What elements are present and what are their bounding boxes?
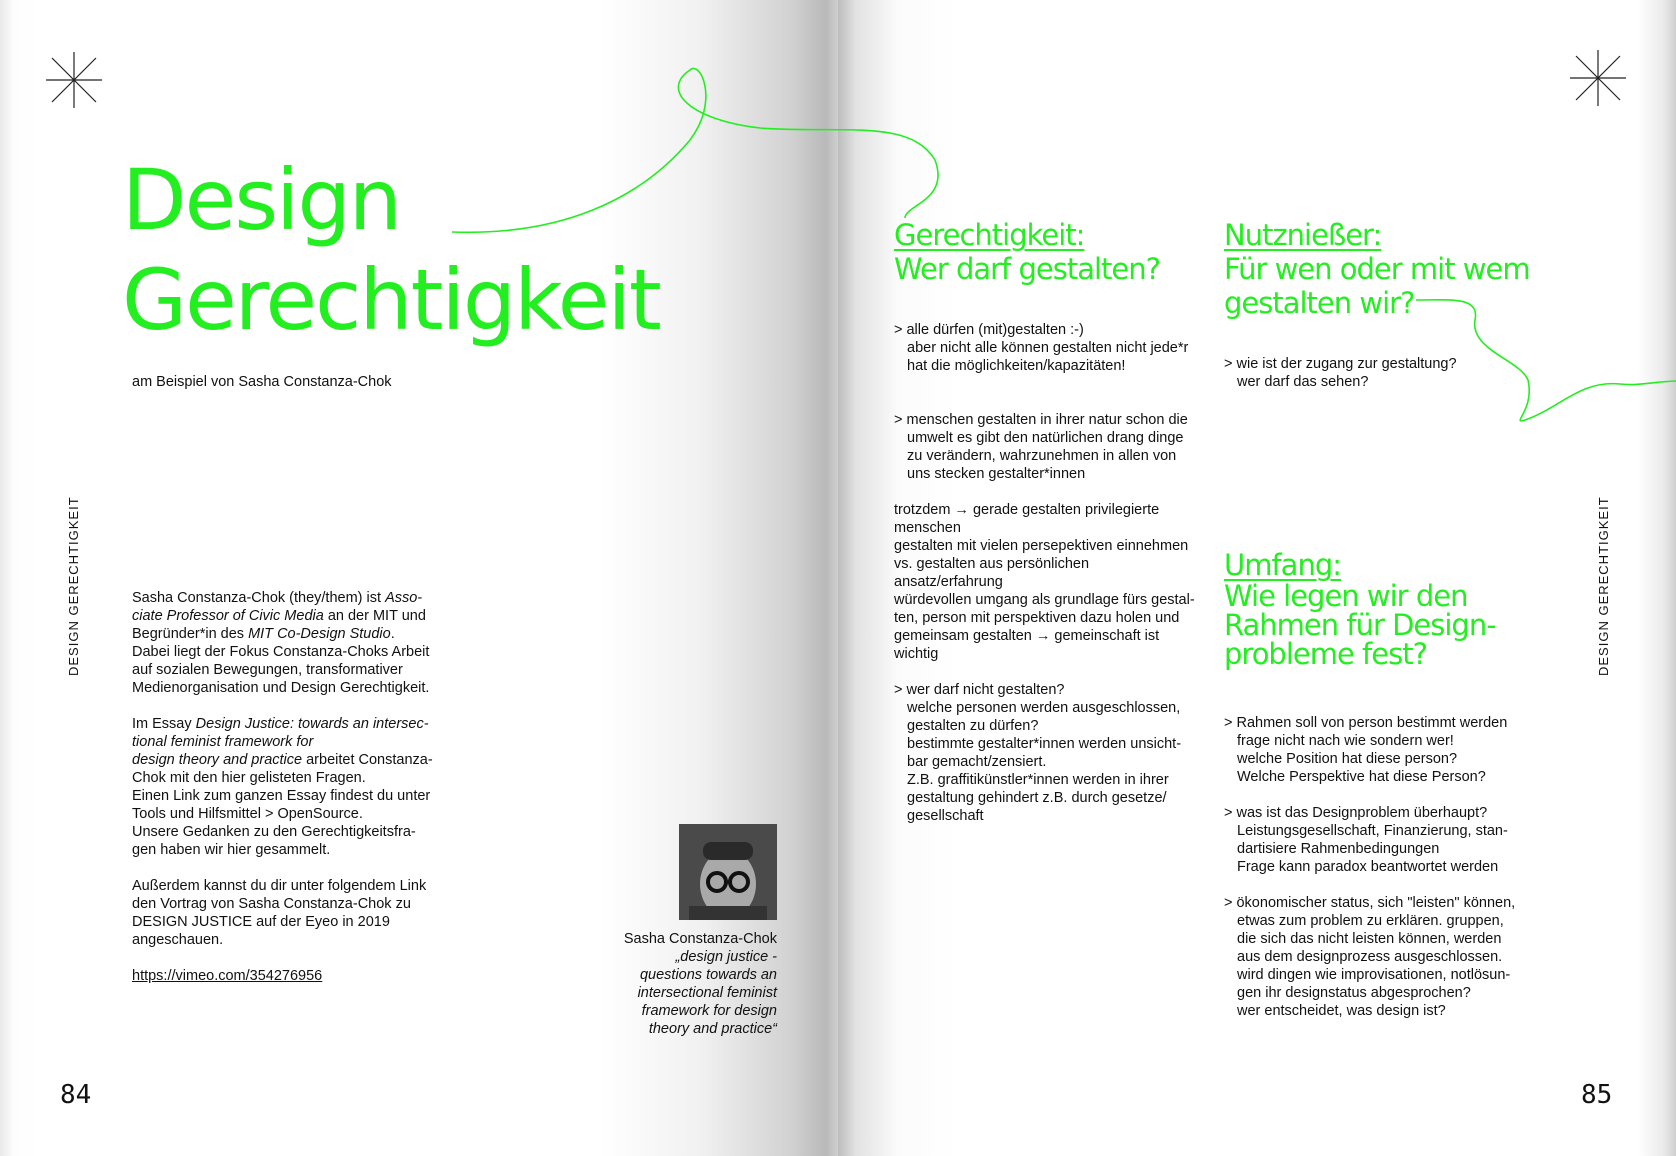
- title-line-2: Gerechtigkeit: [122, 251, 660, 349]
- col2-notes-2: > Rahmen soll von person bestimmt werden frage nicht nach wie sondern wer! welche Position hat diese person? Welche Perspektive hat diese Person? > was ist das Designproblem überhaupt? Leistungsgesellschaft, Finanzierung, stan- dartisiere Rahmenbedingungen Frage kann paradox beantwortet werden > ökonomischer status, sich "leisten" können, etwas zum problem zu erklären. gruppen, die sich das nicht leisten können, werden aus dem designprozess ausgeschlossen. wird dingen wie improvisationen, notlösun- gen ihr designstatus abgesprochen? wer entscheidet, was design ist?: [1224, 715, 1516, 1019]
- page-number-left: 84: [60, 1080, 92, 1110]
- side-label-left: DESIGN GERECHTIGKEIT: [66, 496, 81, 676]
- page-number-right: 85: [1581, 1080, 1613, 1110]
- photo-caption: Sasha Constanza-Chok „design justice - questions towards an intersectional feminist framework for design theory and practice“: [623, 931, 777, 1037]
- right-page: [838, 0, 1676, 1156]
- subtitle: am Beispiel von Sasha Constanza-Chok: [132, 374, 392, 390]
- heading-nutzniesser: Nutznießer: Für wen oder mit wem gestalten wir?: [1224, 218, 1530, 320]
- col2-notes-1: > wie ist der zugang zur gestaltung? wer darf das sehen?: [1224, 356, 1457, 390]
- portrait-photo: [679, 824, 777, 920]
- heading-gerechtigkeit: Gerechtigkeit: Wer darf gestalten?: [894, 218, 1161, 286]
- col1-notes: > alle dürfen (mit)gestalten :-) aber nicht alle können gestalten nicht jede*r hat die möglichkeiten/kapazitäten! > menschen gestalten in ihrer natur schon die umwelt es gibt den natürlichen drang dinge zu verändern, wahrzunehmen in allen von uns stecken gestalter*innen trotzdem → gerade gestalten privilegierte menschen gestalten mit vielen persepektiven einnehmen vs. gestalten aus persönlichen ansatz/erfahrung würdevollen umgang als grundlage fürs gestal- ten, person mit perspektiven dazu holen und gemeinsam gestalten → gemeinschaft ist wichtig > wer darf nicht gestalten? welche personen werden ausgeschlossen, gestalten zu dürfen? bestimmte gestalter*innen werden unsicht- bar gemacht/zensiert. Z.B. graffitikünstler*innen werden in ihrer gestaltung gehindert z.B. durch gesetze/ gesellschaft: [894, 322, 1195, 824]
- title-line-1: Design: [122, 151, 401, 249]
- vimeo-link[interactable]: https://vimeo.com/354276956: [132, 968, 323, 984]
- heading-umfang: Umfang: Wie legen wir den Rahmen für Design- probleme fest?: [1224, 548, 1496, 671]
- side-label-right: DESIGN GERECHTIGKEIT: [1596, 496, 1611, 676]
- asterisk-star-icon: [1570, 50, 1626, 106]
- asterisk-star-icon: [46, 52, 102, 108]
- bio-text: Sasha Constanza-Chok (they/them) ist Asso- ciate Professor of Civic Media an der MIT und Begründer*in des MIT Co-Design Studio. Dabei liegt der Fokus Constanza-Choks Arbeit auf sozialen Bewegungen, transformativer Medienorganisation und Design Gerechtigkeit. Im Essay Design Justice: towards an intersec- tional feminist framework for design theory and practice arbeitet Constanza- Chok mit den hier gelisteten Fragen. Einen Link zum ganzen Essay findest du unter Tools und Hilfsmittel > OpenSource. Unsere Gedanken zu den Gerechtigkeitsfra- gen haben wir hier gesammelt. Außerdem kannst du dir unter folgendem Link den Vortrag von Sasha Constanza-Chok zu DESIGN JUSTICE auf der Eyeo in 2019 angeschauen. https://vimeo.com/354276956: [132, 590, 433, 984]
